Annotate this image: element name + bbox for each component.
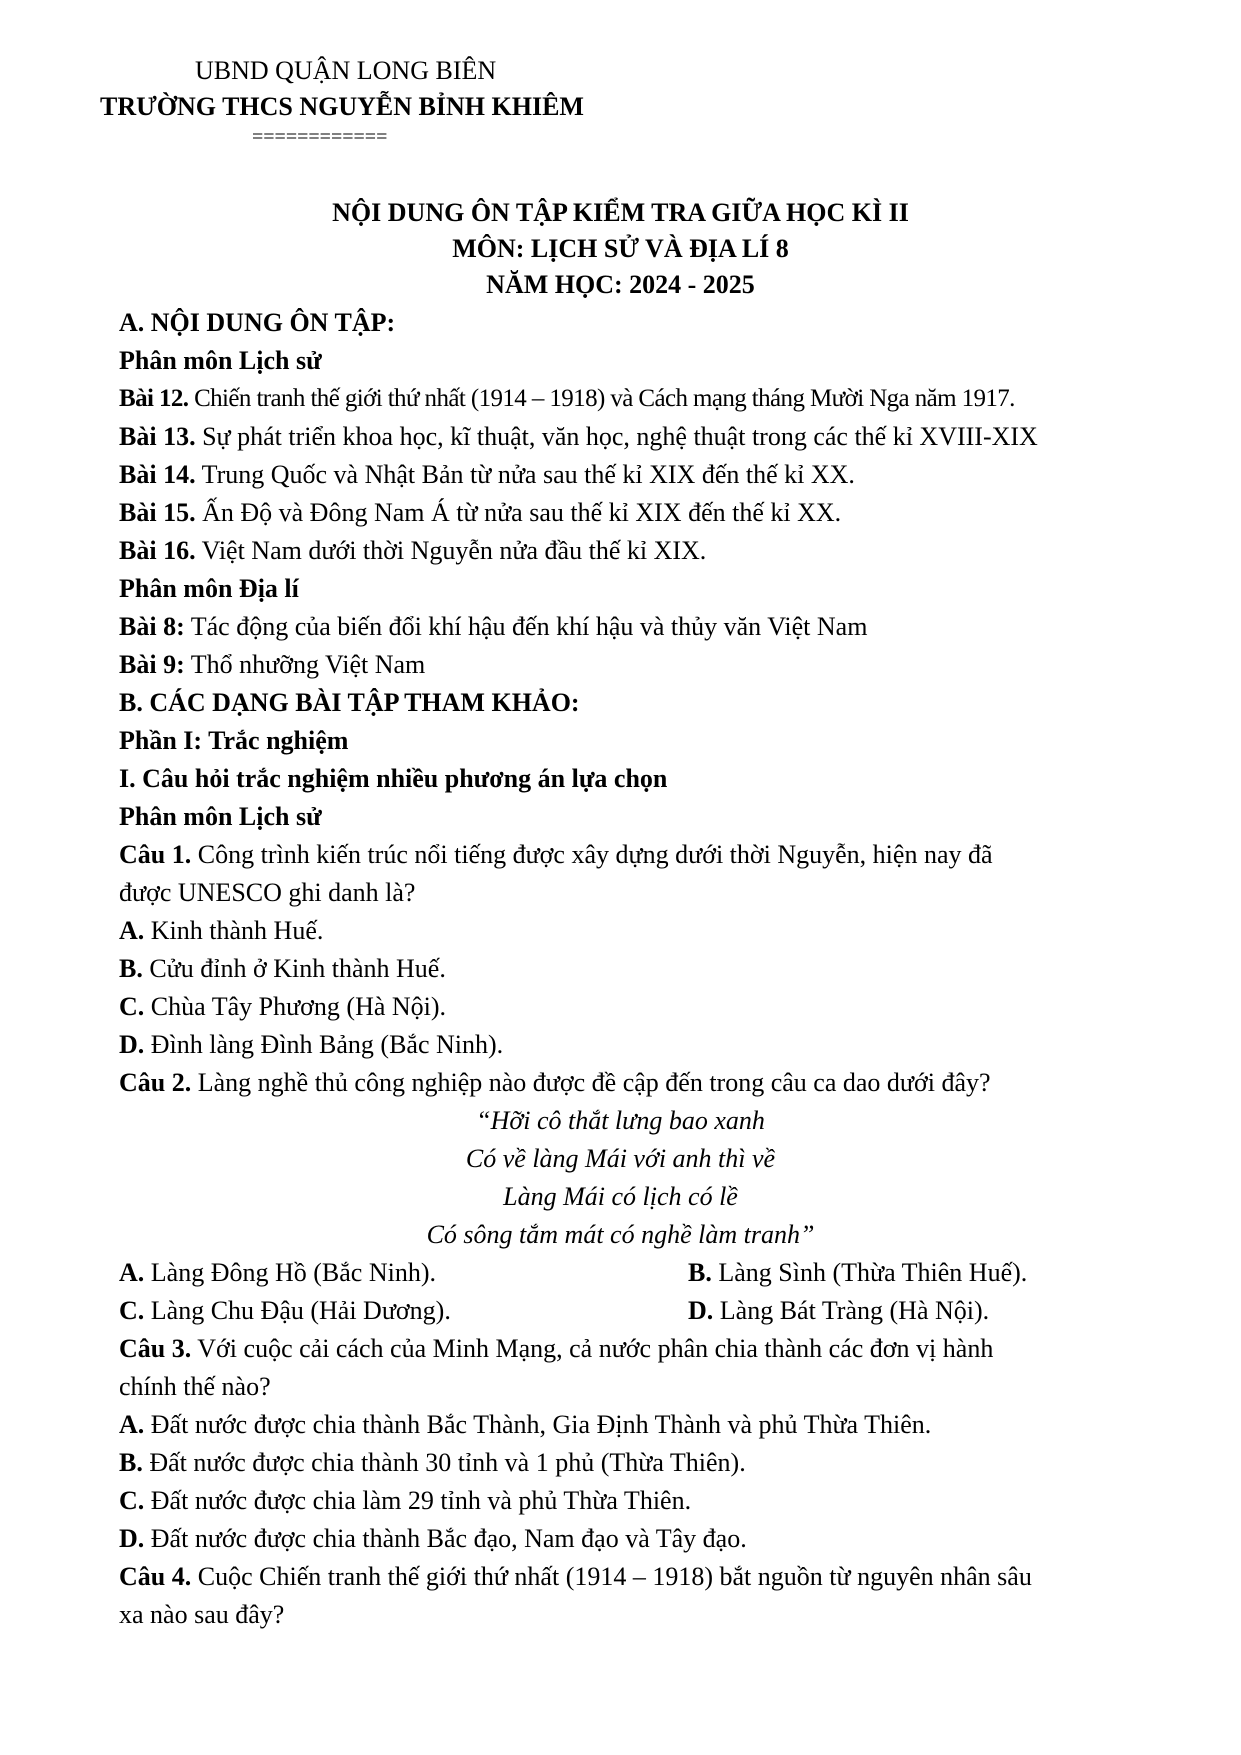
- lesson-item: Bài 8: Tác động của biến đổi khí hậu đến khí hậu và thủy văn Việt Nam: [119, 612, 868, 641]
- answer-option: D. Đất nước được chia thành Bắc đạo, Nam đạo và Tây đạo.: [119, 1524, 747, 1553]
- answer-option: C. Làng Chu Đậu (Hải Dương).: [119, 1296, 451, 1325]
- lesson-item: Bài 15. Ấn Độ và Đông Nam Á từ nửa sau thế kỉ XIX đến thế kỉ XX.: [119, 498, 842, 527]
- part-heading: Phần I: Trắc nghiệm: [119, 726, 349, 755]
- answer-option: D. Đình làng Đình Bảng (Bắc Ninh).: [119, 1030, 504, 1059]
- answer-option: C. Chùa Tây Phương (Hà Nội).: [119, 992, 447, 1021]
- geography-heading: Phân môn Địa lí: [119, 574, 299, 603]
- header-rule: ============: [252, 126, 388, 148]
- sub-heading: I. Câu hỏi trắc nghiệm nhiều phương án lựa chọn: [119, 764, 668, 793]
- answer-option: A. Làng Đông Hồ (Bắc Ninh).: [119, 1258, 436, 1287]
- question-text: chính thế nào?: [119, 1372, 271, 1401]
- school-year: NĂM HỌC: 2024 - 2025: [486, 270, 755, 299]
- question-text: xa nào sau đây?: [119, 1600, 285, 1629]
- subject-line: MÔN: LỊCH SỬ VÀ ĐỊA LÍ 8: [452, 234, 789, 263]
- poem-line: Làng Mái có lịch có lề: [503, 1182, 738, 1211]
- answer-option: A. Đất nước được chia thành Bắc Thành, Gia Định Thành và phủ Thừa Thiên.: [119, 1410, 932, 1439]
- question-text: được UNESCO ghi danh là?: [119, 878, 416, 907]
- poem-line: Có sông tắm mát có nghề làm tranh”: [426, 1220, 815, 1249]
- answer-option: B. Đất nước được chia thành 30 tỉnh và 1 phủ (Thừa Thiên).: [119, 1448, 746, 1477]
- lesson-item: Bài 12. Chiến tranh thế giới thứ nhất (1914 – 1918) và Cách mạng tháng Mười Nga năm 1917.: [119, 385, 1015, 412]
- question-text: Câu 4. Cuộc Chiến tranh thế giới thứ nhất (1914 – 1918) bắt nguồn từ nguyên nhân sâu: [119, 1562, 1032, 1591]
- authority-name: UBND QUẬN LONG BIÊN: [195, 56, 497, 85]
- question-text: Câu 3. Với cuộc cải cách của Minh Mạng, cả nước phân chia thành các đơn vị hành: [119, 1334, 994, 1363]
- school-name: TRƯỜNG THCS NGUYỄN BỈNH KHIÊM: [100, 92, 584, 121]
- document-title: NỘI DUNG ÔN TẬP KIỂM TRA GIỮA HỌC KÌ II: [332, 198, 909, 227]
- question-text: Câu 1. Công trình kiến trúc nổi tiếng được xây dựng dưới thời Nguyễn, hiện nay đã: [119, 840, 993, 869]
- history-heading: Phân môn Lịch sử: [119, 802, 322, 831]
- answer-option: B. Làng Sình (Thừa Thiên Huế).: [688, 1258, 1028, 1287]
- section-a-heading: A. NỘI DUNG ÔN TẬP:: [119, 308, 396, 337]
- lesson-item: Bài 9: Thổ nhưỡng Việt Nam: [119, 650, 426, 679]
- poem-line: Có về làng Mái với anh thì về: [465, 1144, 776, 1173]
- poem-line: “Hỡi cô thắt lưng bao xanh: [476, 1106, 765, 1135]
- history-heading: Phân môn Lịch sử: [119, 346, 322, 375]
- lesson-item: Bài 13. Sự phát triển khoa học, kĩ thuật, văn học, nghệ thuật trong các thế kỉ XVIII-XIX: [119, 422, 1038, 451]
- answer-option: D. Làng Bát Tràng (Hà Nội).: [688, 1296, 990, 1325]
- lesson-item: Bài 16. Việt Nam dưới thời Nguyễn nửa đầu thế kỉ XIX.: [119, 536, 707, 565]
- section-b-heading: B. CÁC DẠNG BÀI TẬP THAM KHẢO:: [119, 688, 580, 717]
- answer-option: A. Kinh thành Huế.: [119, 916, 324, 945]
- lesson-item: Bài 14. Trung Quốc và Nhật Bản từ nửa sau thế kỉ XIX đến thế kỉ XX.: [119, 460, 855, 489]
- answer-option: B. Cửu đỉnh ở Kinh thành Huế.: [119, 954, 446, 983]
- answer-option: C. Đất nước được chia làm 29 tỉnh và phủ Thừa Thiên.: [119, 1486, 692, 1515]
- question-text: Câu 2. Làng nghề thủ công nghiệp nào được đề cập đến trong câu ca dao dưới đây?: [119, 1068, 991, 1097]
